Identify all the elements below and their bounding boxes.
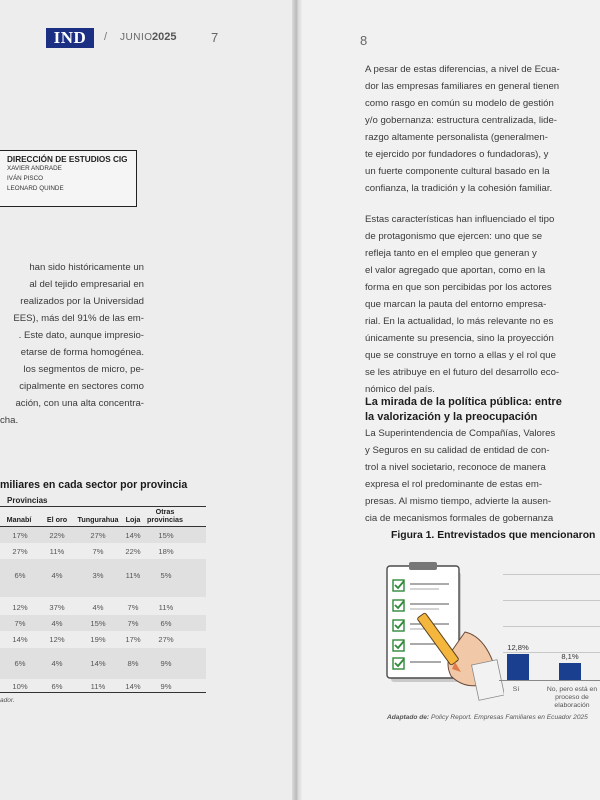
body-line: rial. En la actualidad, lo más relevante no es [365,316,554,327]
figure-source-text: Policy Report. Empresas Familiares en Ecuador 2025 [429,714,588,721]
table-cell: 17% [125,635,141,644]
body-line: que marcan la pauta del entorno empresa- [365,299,547,310]
table-header-cell: El oro [46,515,68,524]
body-line: expresa el rol predominante de estas em- [365,479,543,490]
table-cell: 22% [49,531,65,540]
table-cell: 14% [12,635,28,644]
table-cell: 11% [125,571,141,580]
body-line: razgo altamente personalista (generalmen- [365,132,548,143]
ind-logo: IND [46,28,94,48]
table-bottom-rule [0,692,206,693]
table-title: miliares en cada sector por provincia [0,479,188,491]
table-row [0,615,206,631]
table-cell: 3% [92,571,104,580]
body-line: nómico del país. [365,384,435,395]
table-row [0,527,206,543]
table-row [0,679,206,692]
body-line: Estas características han influenciado el tipo [365,214,555,225]
book-spine [292,0,302,800]
table-cell: 10% [12,682,28,691]
right-page [297,0,600,800]
table-cell: 15% [158,531,174,540]
body-line: A pesar de estas diferencias, a nivel de Ecua- [365,64,560,75]
table-top-rule [0,506,206,507]
body-line: el valor agregado que aportan, como en la [365,265,546,276]
body-line: . Este dato, aunque impresio- [18,330,144,341]
body-line: dor las empresas familiares en general tienen [365,81,560,92]
body-line: un fuerte componente cultural basado en la [365,166,550,177]
table-cell: 5% [160,571,172,580]
body-line: se les atribuye en el futuro del desarrollo eco- [365,367,560,378]
authors-box-title: DIRECCIÓN DE ESTUDIOS CIG [7,155,128,164]
table-cell: 7% [92,547,104,556]
body-line: refleja tanto en el empleo que generan y [365,248,537,259]
table-cell: 27% [90,531,106,540]
chart-gridline [503,626,600,627]
table-cell: 9% [160,682,172,691]
chart-gridline [503,574,600,575]
body-line: de protagonismo que ejercen: uno que se [365,231,543,242]
table-cell: 7% [127,619,139,628]
checklist-illustration-icon [379,562,504,702]
body-line: y Seguros en su calidad de entidad de con- [365,445,550,456]
table-cell: 6% [14,571,26,580]
table-cell: 27% [158,635,174,644]
table-cell: 19% [90,635,106,644]
chart-data-label: 12,8% [507,642,529,652]
table-cell: 15% [90,619,106,628]
header-separator: / [104,31,108,43]
table-cell: 4% [51,619,63,628]
table-cell: 14% [90,659,106,668]
table-header-cell: Manabí [6,515,32,524]
table-header-cell: Otras provincias [147,507,183,524]
table-footnote: ador. [0,697,15,704]
body-line: han sido históricamente un [29,262,144,273]
figure-source-label: Adaptado de: [387,714,430,721]
table-row [0,597,206,615]
header-month: JUNIO [120,32,153,43]
table-cell: 37% [49,603,65,612]
chart-bar-en-proceso [559,663,581,680]
body-line: realizados por la Universidad [20,296,144,307]
table-cell: 4% [92,603,104,612]
table-cell: 12% [49,635,65,644]
body-line: cia de mecanismos formales de gobernanza [365,513,554,524]
table-cell: 6% [160,619,172,628]
table-cell: 7% [14,619,26,628]
author-name: LEONARD QUINDE [7,185,64,192]
author-name: IVÁN PISCO [7,175,44,182]
authors-box [0,150,137,207]
section-heading: la valorización y la preocupación [365,411,538,423]
table-cell: 22% [125,547,141,556]
table-header-cell: Tungurahua [77,515,119,524]
figure-area [379,562,600,712]
body-line: únicamente su presencia, sino la proyección [365,333,554,344]
body-line: y/o gobernanza: estructura centralizada, lide- [365,115,557,126]
chart-category-label: No, pero está en proceso de elaboración [546,686,598,709]
chart-x-axis [499,680,600,681]
left-page [0,0,297,800]
chart-bar-si [507,654,529,680]
body-line: ación, con una alta concentra- [15,398,144,409]
table-cell: 7% [127,603,139,612]
body-line: al del tejido empresarial en [29,279,144,290]
body-line: etarse de forma homogénea. [20,347,144,358]
section-heading: La mirada de la política pública: entre [365,396,562,408]
table-cell: 11% [49,547,65,556]
table-cell: 14% [125,682,141,691]
table-header [0,508,206,526]
table-row [0,648,206,679]
body-line: cha. [0,415,19,426]
body-line: presas. Al mismo tiempo, advierte la ausen- [365,496,552,507]
table-row [0,631,206,648]
table-row [0,543,206,559]
table-cell: 12% [12,603,28,612]
chart-category-label: Sí [512,686,520,693]
page-number-left: 7 [211,30,219,45]
table-cell: 6% [14,659,26,668]
chart-gridline [503,600,600,601]
table-cell: 4% [51,659,63,668]
body-line: La Superintendencia de Compañías, Valores [365,428,556,439]
body-line: te ejercido por fundadores o fundadoras), y [365,149,549,160]
table-row [0,559,206,597]
table-cell: 4% [51,571,63,580]
table-header-cell: Loja [125,515,141,524]
body-line: trol a nivel societario, reconoce de manera [365,462,546,473]
table-cell: 18% [158,547,174,556]
table-cell: 11% [158,603,174,612]
figure-title: Figura 1. Entrevistados que mencionaron [391,530,596,541]
table-cell: 14% [125,531,141,540]
table-cell: 17% [12,531,28,540]
body-line: forma en que son percibidas por los actores [365,282,552,293]
chart-data-label: 8,1% [561,652,579,662]
author-name: XAVIER ANDRADE [7,165,62,172]
table-group-label: Provincias [7,496,48,505]
header-year: 2025 [152,31,177,43]
body-line: confianza, la tradición y la cohesión familiar. [365,183,553,194]
table-cell: 8% [127,659,139,668]
table-cell: 9% [160,659,172,668]
figure-source [387,714,588,721]
body-line: los segmentos de micro, pe- [23,364,144,375]
body-line: que se construye en torno a ellas y el rol que [365,350,556,361]
body-line: cipalmente en sectores como [19,381,144,392]
body-line: como rasgo en común su modelo de gestión [365,98,554,109]
table-cell: 11% [90,682,106,691]
table-cell: 6% [51,682,63,691]
page-number-right: 8 [360,33,368,48]
table-cell: 27% [12,547,28,556]
body-line: EES), más del 91% de las em- [13,313,144,324]
